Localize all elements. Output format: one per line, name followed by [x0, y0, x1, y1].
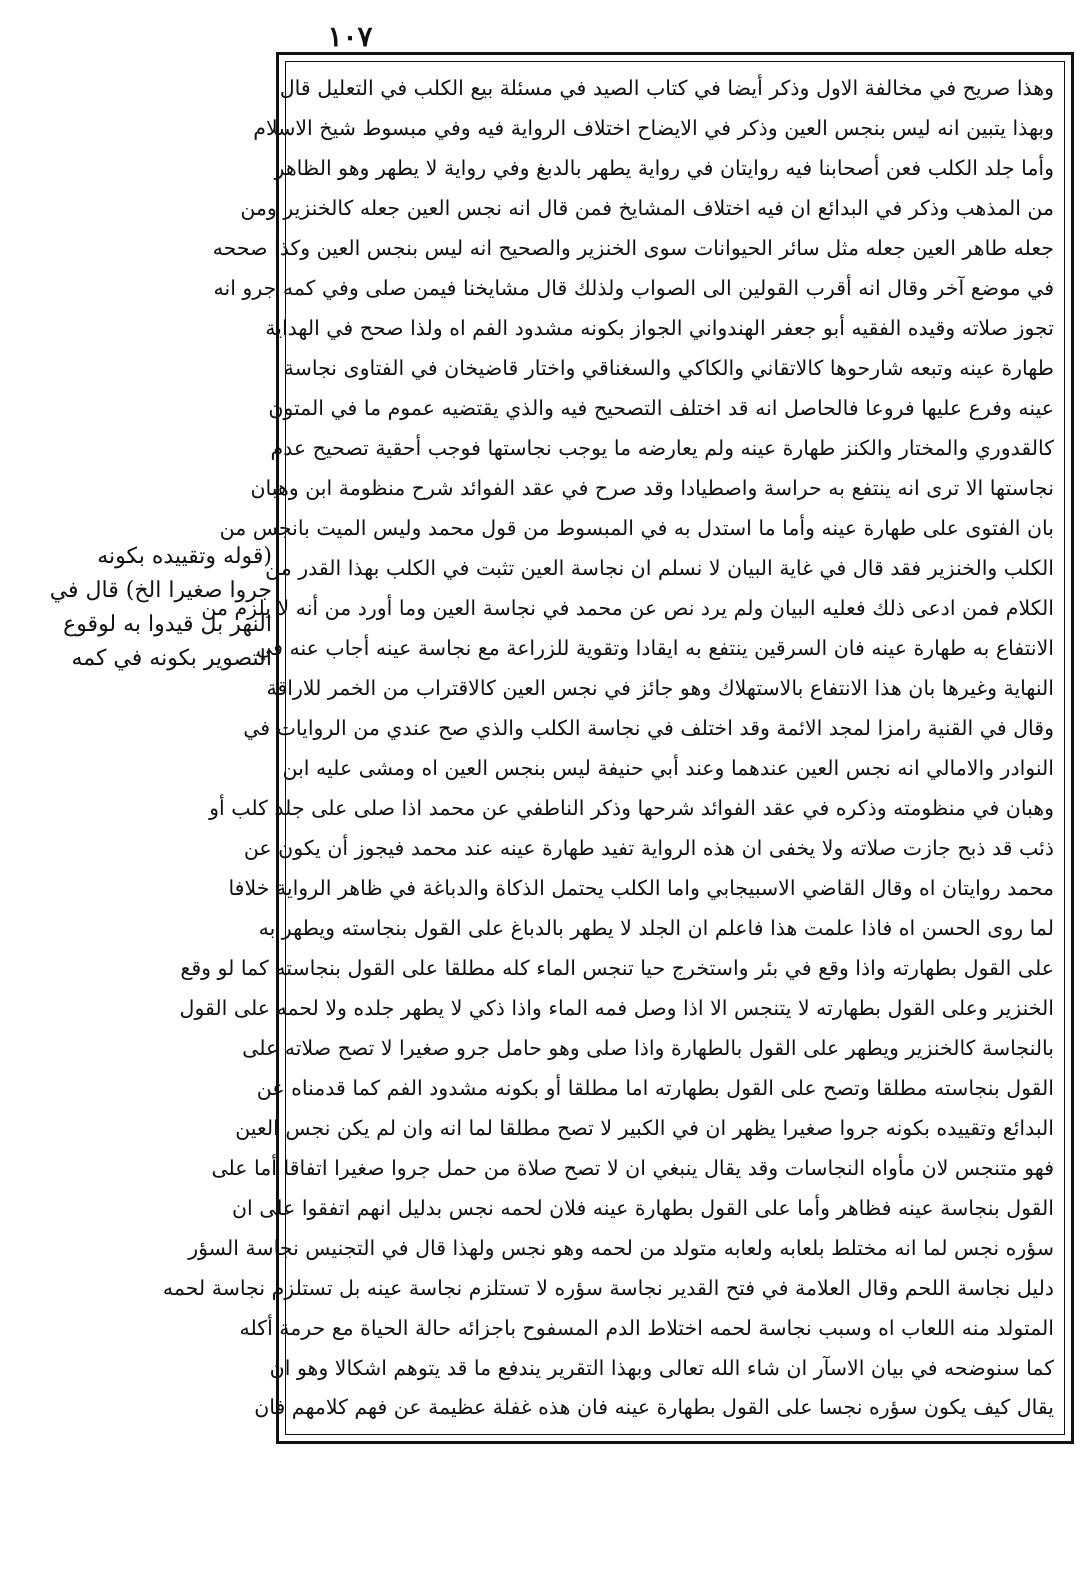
text-line: دليل نجاسة اللحم وقال العلامة في فتح القدير نجاسة سؤره لا تستلزم نجاسة عينه بل تستلزم نجاسة لحمه — [162, 1275, 1054, 1300]
text-line: النهاية وغيرها بان هذا الانتفاع بالاستهلاك وهو جائز في نجس العين كالاقتراب من الخمر للاراقة — [266, 675, 1054, 700]
margin-note — [18, 540, 272, 676]
text-line: وأما جلد الكلب فعن أصحابنا فيه روايتان في رواية يطهر بالدبغ وفي رواية لا يطهر وهو الظاهر — [274, 155, 1054, 180]
text-line: المتولد منه اللعاب اه وسبب نجاسة لحمه اختلاط الدم المسفوح باجزائه حالة الحياة مع حرمة أكله — [239, 1315, 1054, 1340]
text-line: القول بنجاسة عينه فظاهر وأما على القول بطهارة عينه فلان لحمه نجس بدليل انهم اتفقوا على ان — [231, 1195, 1054, 1220]
text-line: عينه وفرع عليها فروعا فالحاصل انه قد اختلف التصحيح فيه والذي يقتضيه عموم ما في المتون — [268, 395, 1054, 420]
text-line: النوادر والامالي انه نجس العين عندهما وعند أبي حنيفة ليس بنجس العين اه ومشى عليه ابن — [282, 755, 1054, 780]
margin-note-line: جروا صغيرا الخ) قال في — [49, 578, 272, 603]
text-line: على القول بطهارته واذا وقع في بئر واستخرج حيا تنجس الماء كله مطلقا على القول بنجاسته كما لو وقع — [180, 955, 1054, 980]
text-line: يقال كيف يكون سؤره نجسا على القول بطهارة عينه فان هذه غفلة عظيمة عن فهم كلامهم فان — [254, 1395, 1054, 1420]
margin-note-line: (قوله وتقييده بكونه — [97, 544, 272, 569]
text-line: وبهذا يتبين انه ليس بنجس العين وذكر في الايضاح اختلاف الرواية فيه وفي مبسوط شيخ الاسلام — [253, 115, 1054, 140]
text-line: في موضع آخر وقال انه أقرب القولين الى الصواب ولذلك قال مشايخنا فيمن صلى وفي كمه جرو انه — [213, 275, 1054, 300]
text-line: البدائع وتقييده بكونه جروا صغيرا يظهر ان في الكبير لا تصح مطلقا لما انه وان لم يكن نجس العين — [235, 1115, 1054, 1140]
text-line: وهبان في منظومته وذكره في عقد الفوائد شرحها وذكر الناطفي عن محمد اذا صلى على جلد كلب أو — [209, 795, 1054, 820]
text-line: جعله طاهر العين جعله مثل سائر الحيوانات سوى الخنزير والصحيح انه ليس بنجس العين وكذا صححه — [212, 235, 1054, 260]
text-line: لما روى الحسن اه فاذا علمت هذا فاعلم ان الجلد لا يطهر بالدباغ على القول بنجاسته ويطهر به — [258, 915, 1054, 940]
text-line: الانتفاع به طهارة عينه فان السرقين ينتفع به ايقادا وتقوية للزراعة مع نجاسة عينه أجاب عنه في — [256, 635, 1054, 660]
text-line: تجوز صلاته وقيده الفقيه أبو جعفر الهندواني الجواز بكونه مشدود الفم اه ولذا صحح في الهداية — [265, 315, 1054, 340]
text-line: وقال في القنية رامزا لمجد الائمة وقد اختلف في نجاسة الكلب والذي صح عندي من الروايات في — [243, 715, 1054, 740]
text-line: وهذا صريح في مخالفة الاول وذكر أيضا في كتاب الصيد في مسئلة بيع الكلب في التعليل قال — [279, 76, 1054, 100]
text-line: كالقدوري والمختار والكنز طهارة عينه ولم يعارضه ما يوجب نجاستها فوجب أحقية تصحيح عدم — [270, 435, 1054, 460]
text-line: سؤره نجس لما انه مختلط بلعابه ولعابه متولد من لحمه وهو نجس ولهذا قال في التجنيس نجاسة السؤر — [188, 1235, 1054, 1260]
text-line: الخنزير وعلى القول بطهارته لا يتنجس الا اذا وصل فمه الماء واذا ذكي لا يطهر جلده ولا لحمه على القول — [179, 995, 1054, 1020]
text-line: نجاستها الا ترى انه ينتفع به حراسة واصطيادا وقد صرح في عقد الفوائد شرح منظومة ابن وهبان — [250, 475, 1054, 500]
text-line: ذئب قد ذبح جازت صلاته ولا يخفى ان هذه الرواية تفيد طهارة عينه عند محمد فيجوز أن يكون عن — [243, 835, 1054, 860]
text-line: القول بنجاسته مطلقا وتصح على القول بطهارته اما مطلقا أو بكونه مشدود الفم كما قدمناه عن — [256, 1075, 1054, 1100]
page-number: ١٠٧ — [327, 20, 373, 53]
text-line: بان الفتوى على طهارة عينه وأما ما استدل به في المبسوط من قول محمد وليس الميت بانجس من — [219, 515, 1054, 540]
text-line: كما سنوضحه في بيان الاسآر ان شاء الله تعالى وبهذا التقرير يندفع ما قد يتوهم اشكالا وهو ان — [269, 1355, 1054, 1380]
text-line: فهو متنجس لان مأواه النجاسات وقد يقال ينبغي ان لا تصح صلاة من حمل جروا صغيرا اتفاقا أما على — [211, 1155, 1054, 1180]
text-line: الكلب والخنزير فقد قال في غاية البيان لا نسلم ان نجاسة العين تثبت في الكلب بهذا القدر من — [265, 555, 1054, 580]
margin-note-line: النهر بل قيدوا به لوقوع — [63, 612, 272, 637]
text-line: الكلام فمن ادعى ذلك فعليه البيان ولم يرد نص عن محمد في نجاسة العين وما أورد من أنه لا يلزم من — [201, 595, 1054, 620]
text-line: طهارة عينه وتبعه شارحوها كالاتقاني والكاكي والسغناقي واختار قاضيخان في الفتاوى نجاسة — [283, 355, 1054, 380]
text-line: محمد روايتان اه وقال القاضي الاسبيجابي واما الكلب يحتمل الذكاة والدباغة في ظاهر الرواية خلافا — [228, 875, 1054, 900]
text-line: بالنجاسة كالخنزير ويطهر على القول بالطهارة واذا صلى وهو حامل جرو صغيرا لا تصح صلاته على — [242, 1035, 1054, 1060]
text-line: من المذهب وذكر في البدائع ان فيه اختلاف المشايخ فمن قال انه نجس العين جعله كالخنزير ومن — [240, 195, 1054, 220]
margin-note-line: التصوير بكونه في كمه — [71, 646, 272, 671]
